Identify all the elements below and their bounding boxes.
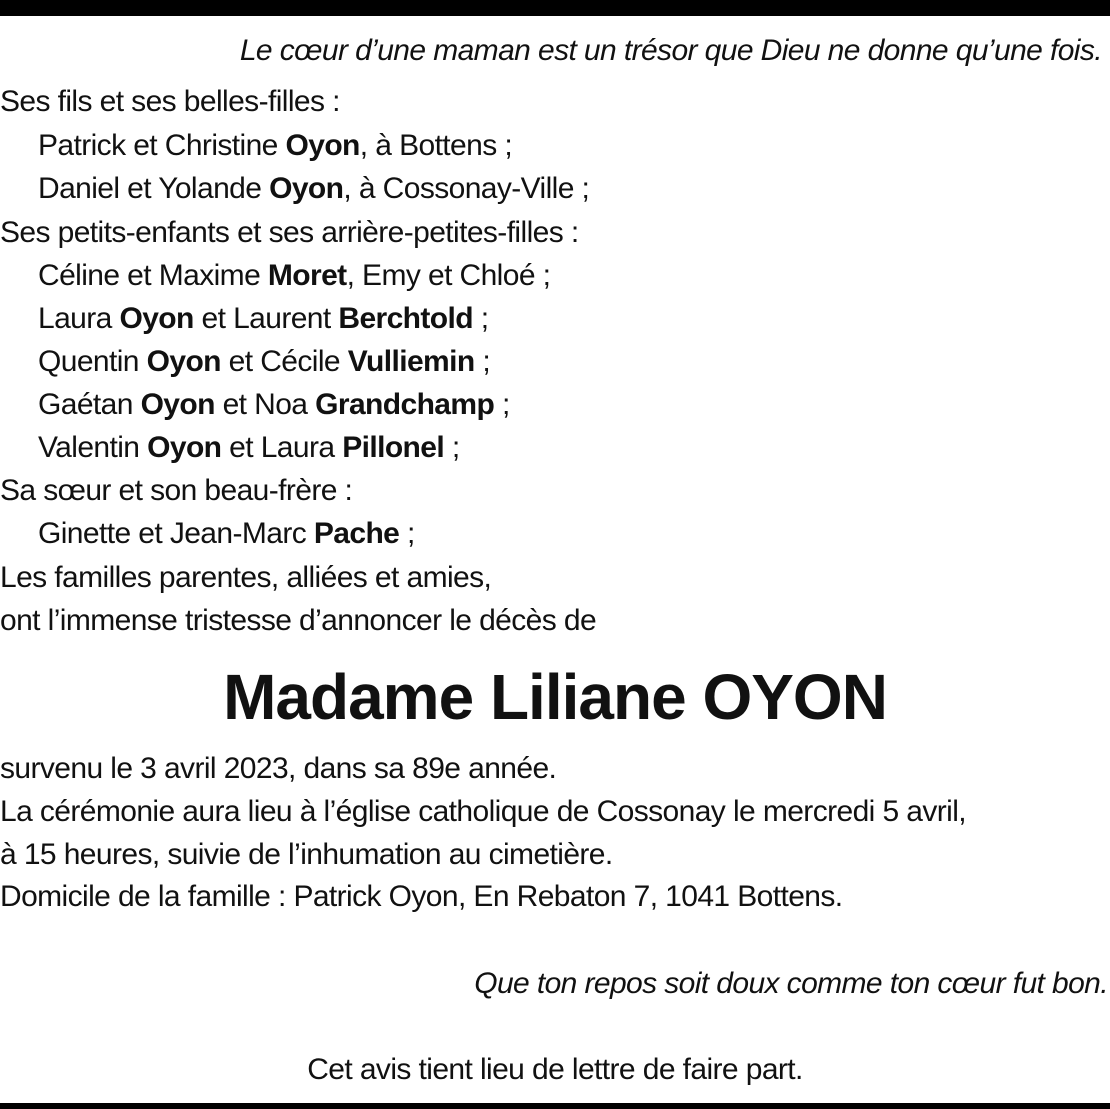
surname: Oyon — [269, 172, 344, 205]
ceremony-line-1: La cérémonie aura lieu à l’église catholique de Cossonay le mercredi 5 avril, — [0, 795, 967, 828]
surname: Vulliemin — [347, 345, 475, 378]
surname: Oyon — [147, 431, 222, 464]
footer-note: Cet avis tient lieu de lettre de faire part. — [307, 1053, 803, 1086]
family-line-gc3: Quentin Oyon et Cécile Vulliemin ; — [38, 345, 491, 378]
surname: Pache — [313, 517, 400, 550]
deceased-name: Madame Liliane OYON — [223, 661, 887, 733]
family-line-gc5: Valentin Oyon et Laura Pillonel ; — [38, 431, 460, 464]
surname: Oyon — [140, 388, 215, 421]
family-line-gc4: Gaétan Oyon et Noa Grandchamp ; — [38, 388, 510, 421]
family-line-son1: Patrick et Christine Oyon, à Bottens ; — [38, 129, 513, 162]
family-line-sister: Ginette et Jean-Marc Pache ; — [38, 517, 415, 550]
top-border-rule — [0, 0, 1110, 16]
surname: Oyon — [285, 129, 360, 162]
surname: Oyon — [119, 302, 194, 335]
grandchildren-heading: Ses petits-enfants et ses arrière-petites-filles : — [0, 216, 579, 249]
ceremony-line-2: à 15 heures, suivie de l’inhumation au cimetière. — [0, 838, 613, 871]
closing-quote: Que ton repos soit doux comme ton cœur fut bon. — [474, 967, 1108, 1000]
domicile-line: Domicile de la famille : Patrick Oyon, En Rebaton 7, 1041 Bottens. — [0, 880, 843, 913]
bottom-border-rule — [0, 1103, 1110, 1109]
surname: Grandchamp — [315, 388, 495, 421]
surname: Berchtold — [338, 302, 473, 335]
sons-heading: Ses fils et ses belles-filles : — [0, 85, 340, 118]
surname: Moret — [267, 259, 347, 292]
sister-heading: Sa sœur et son beau-frère : — [0, 474, 353, 507]
surname: Pillonel — [342, 431, 445, 464]
families-line: Les familles parentes, alliées et amies, — [0, 561, 492, 594]
announcement-line: ont l’immense tristesse d’annoncer le décès de — [0, 604, 597, 637]
surname: Oyon — [146, 345, 221, 378]
family-line-son2: Daniel et Yolande Oyon, à Cossonay-Ville ; — [38, 172, 590, 205]
opening-quote: Le cœur d’une maman est un trésor que Dieu ne donne qu’une fois. — [239, 34, 1102, 67]
date-line: survenu le 3 avril 2023, dans sa 89e année. — [0, 752, 557, 785]
family-line-gc1: Céline et Maxime Moret, Emy et Chloé ; — [38, 259, 551, 292]
family-line-gc2: Laura Oyon et Laurent Berchtold ; — [38, 302, 489, 335]
